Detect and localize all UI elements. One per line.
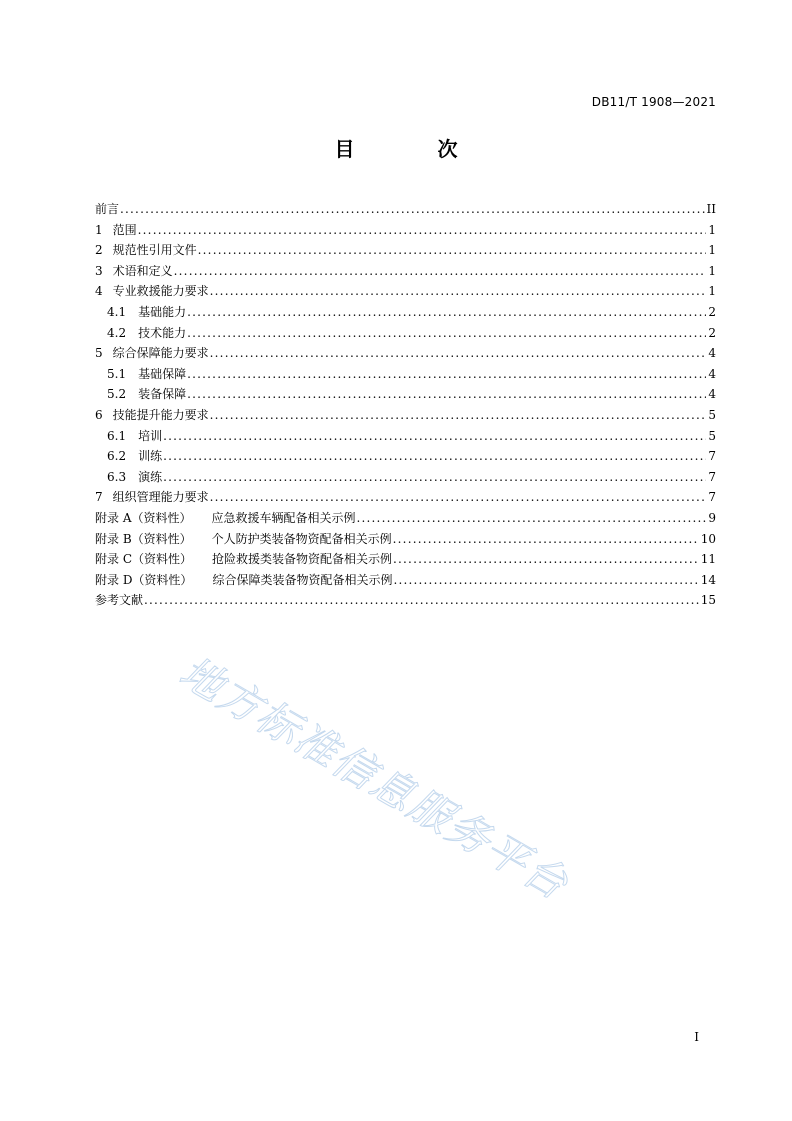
toc-entry-number: 4.2 <box>107 325 127 340</box>
toc-entry-number: 3 <box>95 263 103 278</box>
toc-entry-number: 5 <box>95 346 103 361</box>
toc-entry-page: 7 <box>708 490 716 505</box>
toc-entry[interactable] <box>95 240 716 261</box>
toc-entry-number: 附录 D（资料性） <box>95 572 193 587</box>
toc-entry[interactable] <box>95 343 716 364</box>
toc-entry[interactable] <box>95 220 716 241</box>
toc-leader-dots <box>187 364 706 385</box>
toc-entry-page: 4 <box>708 346 716 361</box>
toc-entry-number: 6.1 <box>107 428 127 443</box>
toc-entry-number: 4.1 <box>107 304 127 319</box>
page-number: I <box>694 1030 699 1044</box>
toc-entry-label: 参考文献 <box>95 593 144 608</box>
toc-entry-number: 附录 C（资料性） <box>95 552 192 567</box>
toc-leader-dots <box>144 590 699 611</box>
toc-entry-label: 培训 <box>138 428 163 443</box>
toc-entry-label: 演练 <box>138 469 163 484</box>
toc-entry-label: 规范性引用文件 <box>112 243 197 258</box>
page-title: 目 次 <box>334 137 496 161</box>
toc-entry-label: 术语和定义 <box>112 263 173 278</box>
toc-leader-dots <box>210 405 707 426</box>
toc-entry-number: 6.3 <box>107 469 127 484</box>
toc-entry[interactable] <box>95 405 716 426</box>
toc-leader-dots <box>163 446 706 467</box>
toc-leader-dots <box>198 240 707 261</box>
toc-entry-page: 1 <box>708 263 716 278</box>
toc-leader-dots <box>163 426 706 447</box>
toc-entry-number: 2 <box>95 243 103 258</box>
toc-entry-page: 9 <box>708 510 716 525</box>
toc-entry[interactable] <box>95 364 716 385</box>
toc-leader-dots <box>187 384 706 405</box>
toc-entry-page: 7 <box>708 449 716 464</box>
toc-entry[interactable] <box>95 261 716 282</box>
toc-entry[interactable] <box>95 323 716 344</box>
toc-leader-dots <box>357 508 707 529</box>
toc-entry-label: 装备保障 <box>138 387 187 402</box>
toc-leader-dots <box>393 529 699 550</box>
toc-leader-dots <box>210 343 707 364</box>
toc-entry-number: 6.2 <box>107 449 127 464</box>
toc-entry-label: 基础保障 <box>138 366 187 381</box>
toc-entry[interactable] <box>95 570 716 591</box>
toc-entry[interactable] <box>95 508 716 529</box>
toc-entry-page: 1 <box>708 243 716 258</box>
toc-entry-label: 范围 <box>112 222 137 237</box>
toc-entry[interactable] <box>95 446 716 467</box>
toc-entry-number: 4 <box>95 284 103 299</box>
toc-entry[interactable] <box>95 384 716 405</box>
toc-entry-label: 抢险救援类装备物资配备相关示例 <box>212 552 393 567</box>
toc-leader-dots <box>163 467 706 488</box>
toc-leader-dots <box>187 323 706 344</box>
toc-entry-page: 2 <box>708 304 716 319</box>
toc-entry[interactable] <box>95 487 716 508</box>
toc-leader-dots <box>393 570 698 591</box>
toc-entry-page: 1 <box>708 284 716 299</box>
toc-leader-dots <box>187 302 706 323</box>
toc-entry-number: 附录 B（资料性） <box>95 531 192 546</box>
toc-entry-page: 4 <box>708 387 716 402</box>
toc-entry-label: 组织管理能力要求 <box>112 490 209 505</box>
toc-entry-page: 2 <box>708 325 716 340</box>
toc-entry-label: 应急救援车辆配备相关示例 <box>211 510 356 525</box>
toc-entry-page: 1 <box>708 222 716 237</box>
toc-entry-page: 5 <box>708 428 716 443</box>
toc-leader-dots <box>210 487 707 508</box>
toc-entry[interactable] <box>95 467 716 488</box>
document-code: DB11/T 1908—2021 <box>591 95 716 109</box>
toc-entry-label: 基础能力 <box>138 304 187 319</box>
toc-entry-page: 4 <box>708 366 716 381</box>
toc-leader-dots <box>393 549 699 570</box>
toc-entry[interactable] <box>95 281 716 302</box>
toc-leader-dots <box>120 199 705 220</box>
toc-entry-page: 11 <box>700 552 716 567</box>
toc-entry-page: 15 <box>700 593 716 608</box>
toc-entry-number: 1 <box>95 222 103 237</box>
toc-entry-number: 7 <box>95 490 103 505</box>
toc-entry-label: 专业救援能力要求 <box>112 284 209 299</box>
toc-entry[interactable] <box>95 302 716 323</box>
toc-entry-page: 10 <box>700 531 716 546</box>
toc-entry[interactable] <box>95 590 716 611</box>
toc-entry-page: II <box>706 202 716 216</box>
toc-entry-number: 5.1 <box>107 366 127 381</box>
toc-entry-label: 训练 <box>138 449 163 464</box>
toc-leader-dots <box>138 220 707 241</box>
toc-entry-label: 前言 <box>95 202 120 216</box>
table-of-contents <box>95 199 716 611</box>
toc-entry-number: 附录 A（资料性） <box>95 510 192 525</box>
toc-entry-number: 6 <box>95 407 103 422</box>
toc-entry-page: 5 <box>708 407 716 422</box>
toc-entry[interactable] <box>95 199 716 220</box>
toc-entry[interactable] <box>95 529 716 550</box>
toc-entry-label: 个人防护类装备物资配备相关示例 <box>211 531 392 546</box>
toc-entry-page: 7 <box>708 469 716 484</box>
toc-entry-label: 技能提升能力要求 <box>112 407 209 422</box>
toc-entry-label: 技术能力 <box>138 325 187 340</box>
toc-entry[interactable] <box>95 549 716 570</box>
watermark: 地方标准信息服务平台 <box>171 646 578 910</box>
toc-leader-dots <box>174 261 707 282</box>
toc-entry-page: 14 <box>700 572 716 587</box>
toc-entry-label: 综合保障类装备物资配备相关示例 <box>212 572 393 587</box>
toc-leader-dots <box>210 281 707 302</box>
toc-entry[interactable] <box>95 426 716 447</box>
toc-entry-number: 5.2 <box>107 387 127 402</box>
toc-entry-label: 综合保障能力要求 <box>112 346 209 361</box>
